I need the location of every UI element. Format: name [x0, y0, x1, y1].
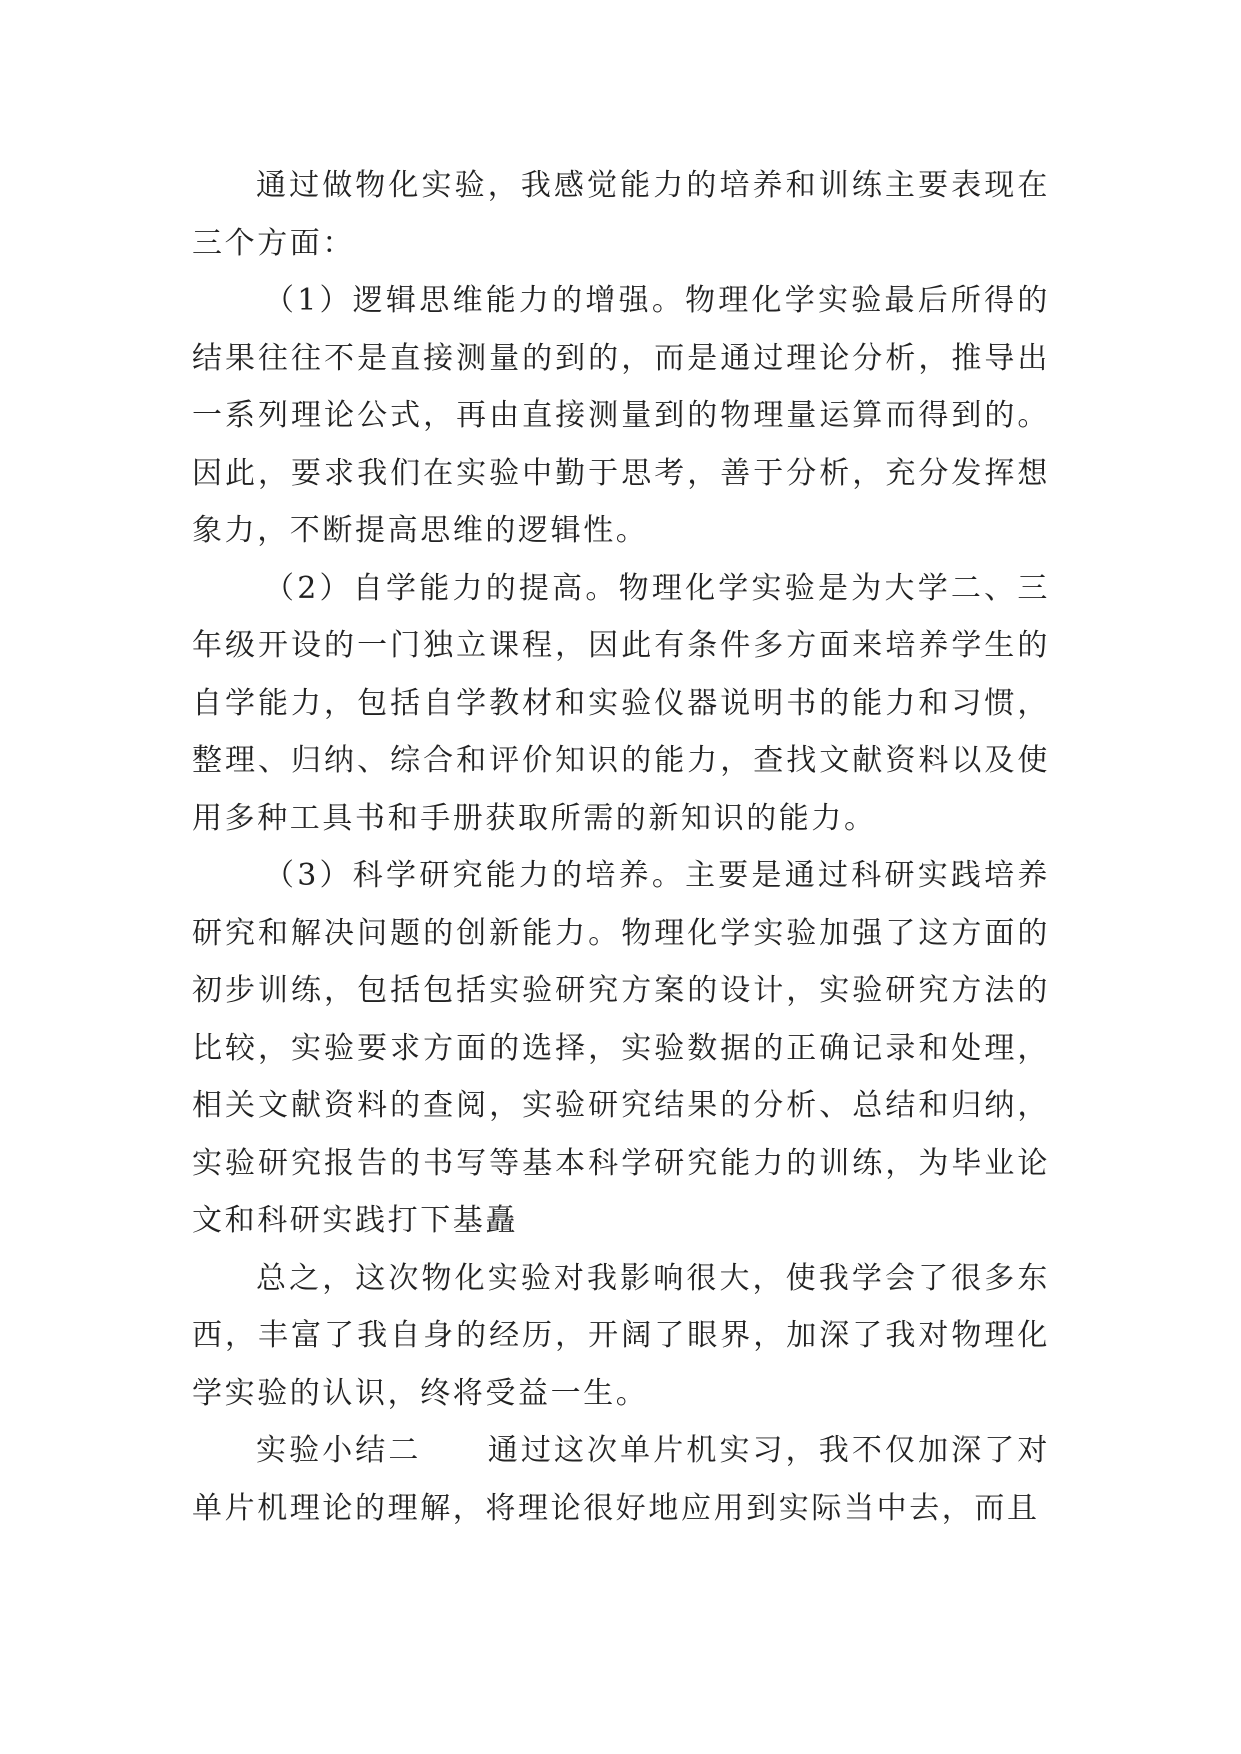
- document-body: [192, 157, 1050, 1537]
- paragraph-research-ability: （3）科学研究能力的培养。主要是通过科研实践培养研究和解决问题的创新能力。物理化学实验加强了这方面的初步训练，包括包括实验研究方案的设计，实验研究方法的比较，实验要求方面的选择，实验数据的正确记录和处理，相关文献资料的查阅，实验研究结果的分析、总结和归纳，实验研究报告的书写等基本科学研究能力的训练，为毕业论文和科研实践打下基矗: [192, 858, 1050, 1238]
- paragraph-summary: 总之，这次物化实验对我影响很大，使我学会了很多东西，丰富了我自身的经历，开阔了眼界，加深了我对物理化学实验的认识，终将受益一生。: [192, 1260, 1050, 1411]
- paragraph-self-study: （2）自学能力的提高。物理化学实验是为大学二、三年级开设的一门独立课程，因此有条件多方面来培养学生的自学能力，包括自学教材和实验仪器说明书的能力和习惯，整理、归纳、综合和评价知识的能力，查找文献资料以及使用多种工具书和手册获取所需的新知识的能力。: [192, 570, 1050, 836]
- paragraph-summary-two: 实验小结二 通过这次单片机实习，我不仅加深了对单片机理论的理解，将理论很好地应用到实际当中去，而且: [192, 1433, 1050, 1526]
- paragraph-logic-thinking: （1）逻辑思维能力的增强。物理化学实验最后所得的结果往往不是直接测量的到的，而是通过理论分析，推导出一系列理论公式，再由直接测量到的物理量运算而得到的。因此，要求我们在实验中勤于思考，善于分析，充分发挥想象力，不断提高思维的逻辑性。: [192, 283, 1050, 548]
- paragraph-intro: 通过做物化实验，我感觉能力的培养和训练主要表现在三个方面：: [192, 168, 1050, 261]
